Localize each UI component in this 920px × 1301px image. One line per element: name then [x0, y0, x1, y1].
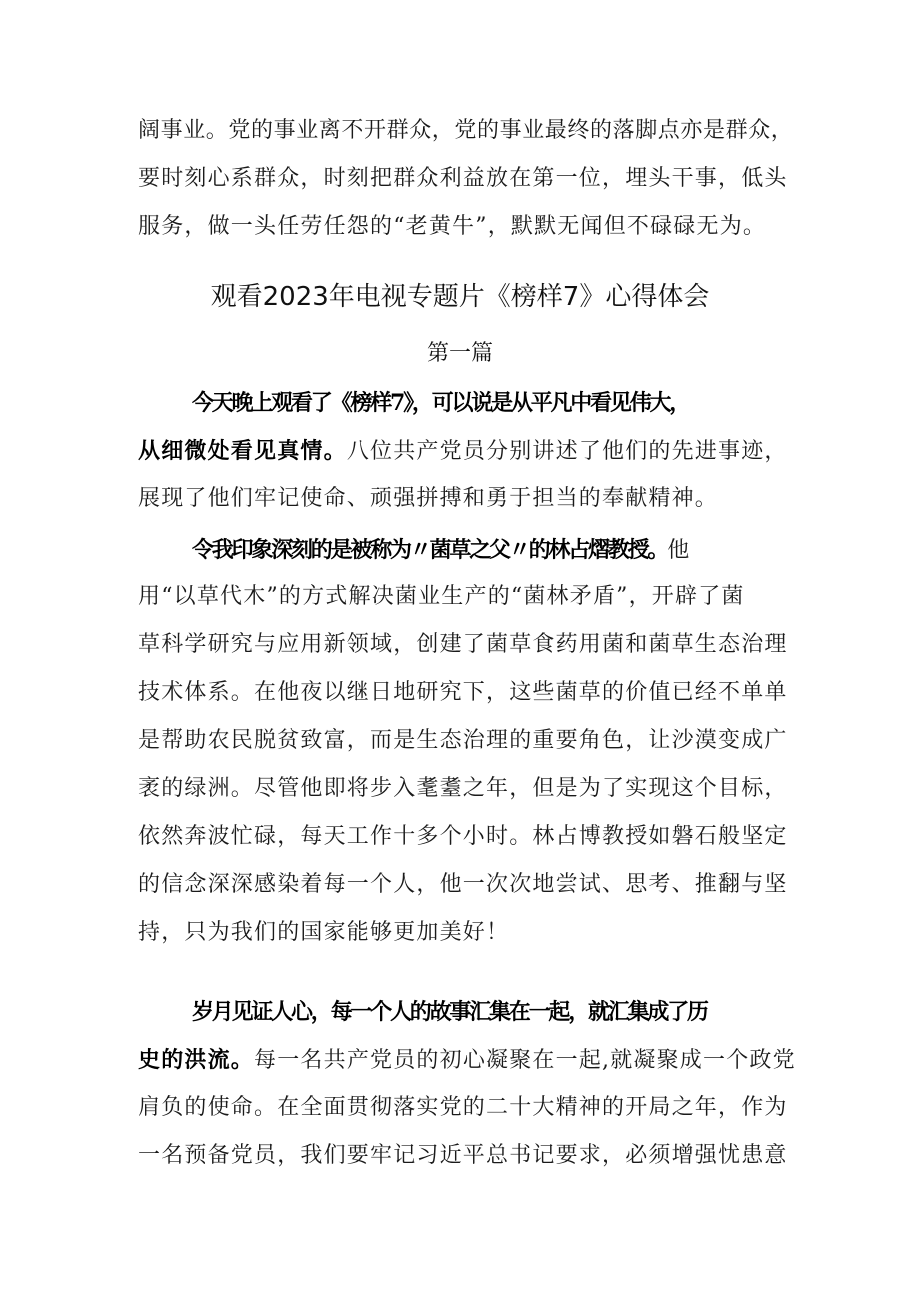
p1-line-2-bold: 从细微处看见真情。 [138, 438, 347, 464]
p2-line-6: 袤的绿洲。尽管他即将步入耄耋之年，但是为了实现这个目标， [138, 776, 788, 801]
p3-line-2 [138, 1045, 798, 1076]
p3-line-3: 肩负的使命。在全面贯彻落实党的二十大精神的开局之年，作为 [138, 1095, 788, 1120]
intro-line-1: 阔事业。党的事业离不开群众，党的事业最终的落脚点亦是群众， [138, 118, 794, 143]
p3-line-4: 一名预备党员，我们要牢记习近平总书记要求，必须增强忧患意 [138, 1143, 788, 1168]
p1-line-2-rest: 八位共产党员分别讲述了他们的先进事迹， [346, 439, 788, 464]
p1-line-3: 展现了他们牢记使命、顽强拼搏和勇于担当的奉献精神。 [138, 486, 719, 511]
p2-line-7: 依然奔波忙碌，每天工作十多个小时。林占博教授如磐石般坚定 [138, 824, 788, 849]
p3-line-2-bold: 史的洪流。 [138, 1047, 255, 1073]
p2-line-9: 持，只为我们的国家能够更加美好！ [138, 920, 510, 945]
p3-line-1: 岁月见证人心，每一个人的故事汇集在一起，就汇集成了历 [192, 999, 707, 1025]
intro-line-3: 服务，做一头任劳任怨的“老黄牛”，默默无闻但不碌碌无为。 [138, 214, 767, 239]
p2-line-3: 草科学研究与应用新领域，创建了菌草食药用菌和菌草生态治理 [138, 632, 788, 657]
article-title: 观看2023年电视专题片《榜样7》心得体会 [210, 282, 710, 312]
p2-line-1-bold: 令我印象深刻的是被称为〃菌草之父〃的林占熠教授。 [192, 537, 668, 563]
p2-line-2: 用“以草代木”的方式解决菌业生产的“菌林矛盾”，开辟了菌 [138, 584, 745, 609]
p2-line-4: 技术体系。在他夜以继日地研究下，这些菌草的价值已经不单单 [138, 680, 788, 705]
article-subtitle: 第一篇 [426, 341, 493, 366]
p3-line-2-rest: 每一名共产党员的初心凝聚在一起,就凝聚成一个政党 [254, 1048, 796, 1073]
p2-line-8: 的信念深深感染着每一个人，他一次次地尝试、思考、推翻与坚 [138, 872, 788, 897]
p1-line-2 [138, 436, 798, 467]
p1-line-1: 今天晚上观看了《榜样7》，可以说是从平凡中看见伟大， [192, 390, 690, 416]
p2-line-1 [192, 535, 852, 566]
p2-line-1-rest: 他 [667, 538, 688, 563]
p2-line-5: 是帮助农民脱贫致富，而是生态治理的重要角色，让沙漠变成广 [138, 728, 788, 753]
intro-line-2: 要时刻心系群众，时刻把群众利益放在第一位，埋头干事，低头 [138, 166, 788, 191]
